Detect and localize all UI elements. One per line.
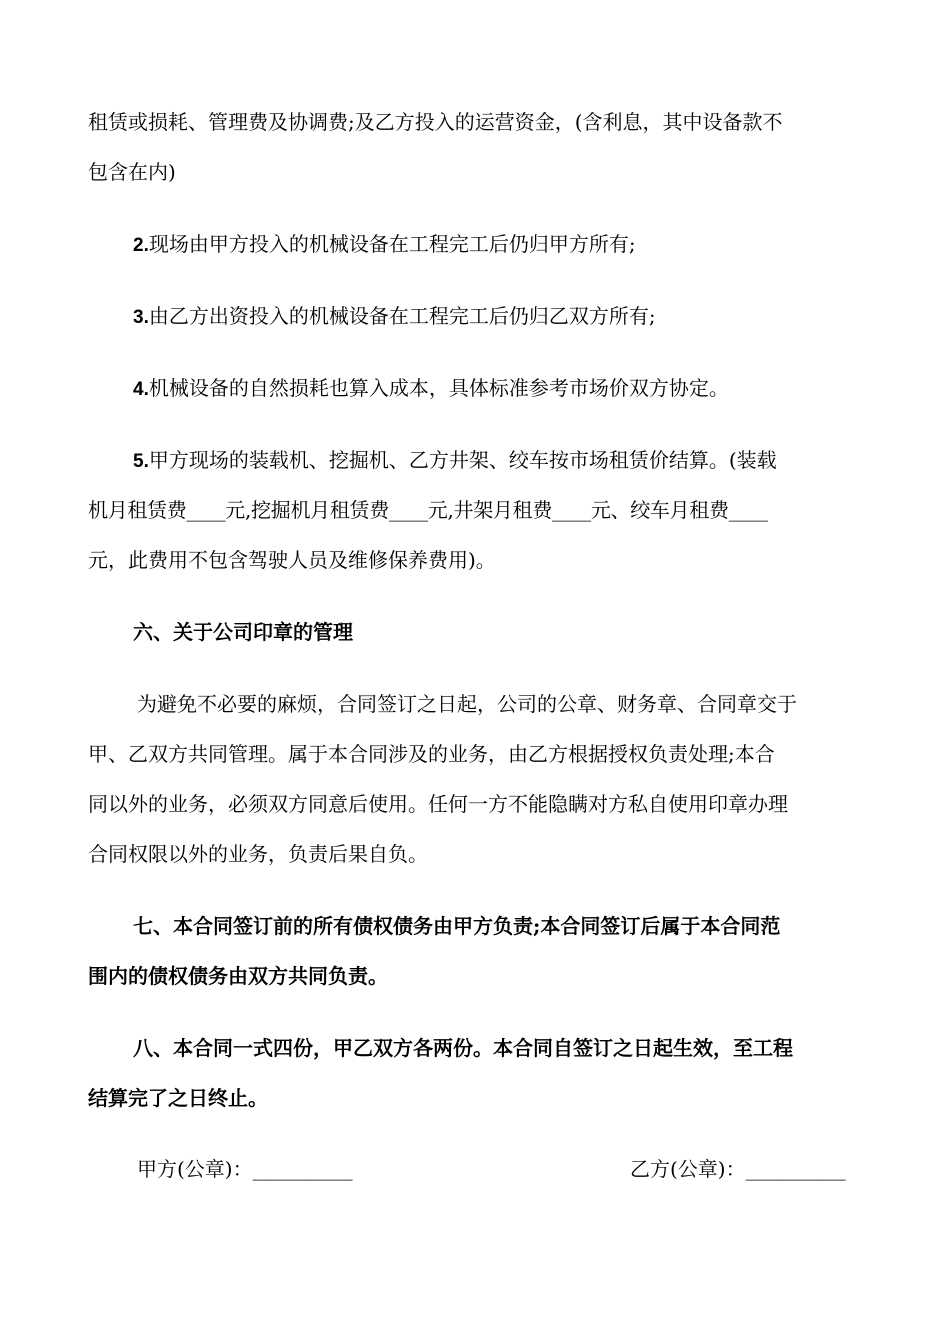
item5-line-2: 机月租赁费____元,挖掘机月租赁费____元,井架月租费____元、绞车月租费____ [88, 498, 768, 522]
list-item-text: 由乙方出资投入的机械设备在工程完工后仍归乙双方所有; [148, 304, 656, 328]
section6-heading: 六、关于公司印章的管理 [133, 620, 353, 644]
section6-line-1: 为避免不必要的麻烦，合同签订之日起，公司的公章、财务章、合同章交于 [137, 692, 797, 716]
list-item [133, 230, 636, 260]
section6-line-3: 同以外的业务，必须双方同意后使用。任何一方不能隐瞒对方私自使用印章办理 [88, 792, 788, 816]
list-item [133, 446, 777, 476]
section7-line-1: 七、本合同签订前的所有债权债务由甲方负责;本合同签订后属于本合同范 [133, 914, 781, 938]
list-item-number: 3. [133, 307, 149, 328]
clause-intro-line-2: 包含在内) [88, 160, 176, 184]
section7-line-2: 围内的债权债务由双方共同负责。 [88, 964, 388, 988]
list-item-number: 5. [133, 451, 149, 472]
list-item [133, 374, 729, 404]
list-item-text: 机械设备的自然损耗也算入成本，具体标准参考市场价双方协定。 [148, 376, 729, 400]
list-item-text: 现场由甲方投入的机械设备在工程完工后仍归甲方所有; [148, 232, 636, 256]
list-item-text: 甲方现场的装载机、挖掘机、乙方井架、绞车按市场租赁价结算。(装载 [148, 448, 777, 472]
list-item-number: 4. [133, 379, 149, 400]
list-item [133, 302, 656, 332]
party-b-signature: 乙方(公章)：__________ [630, 1157, 846, 1181]
clause-intro-line-1: 租赁或损耗、管理费及协调费;及乙方投入的运营资金，(含利息，其中设备款不 [88, 110, 783, 134]
list-item-number: 2. [133, 235, 149, 256]
section6-line-2: 甲、乙双方共同管理。属于本合同涉及的业务，由乙方根据授权负责处理;本合 [88, 742, 775, 766]
section8-line-1: 八、本合同一式四份，甲乙双方各两份。本合同自签订之日起生效，至工程 [133, 1036, 793, 1060]
item5-line-3: 元，此费用不包含驾驶人员及维修保养费用)。 [88, 548, 496, 572]
section6-line-4: 合同权限以外的业务，负责后果自负。 [88, 842, 428, 866]
section8-line-2: 结算完了之日终止。 [88, 1086, 268, 1110]
party-a-signature: 甲方(公章)：__________ [137, 1157, 353, 1181]
